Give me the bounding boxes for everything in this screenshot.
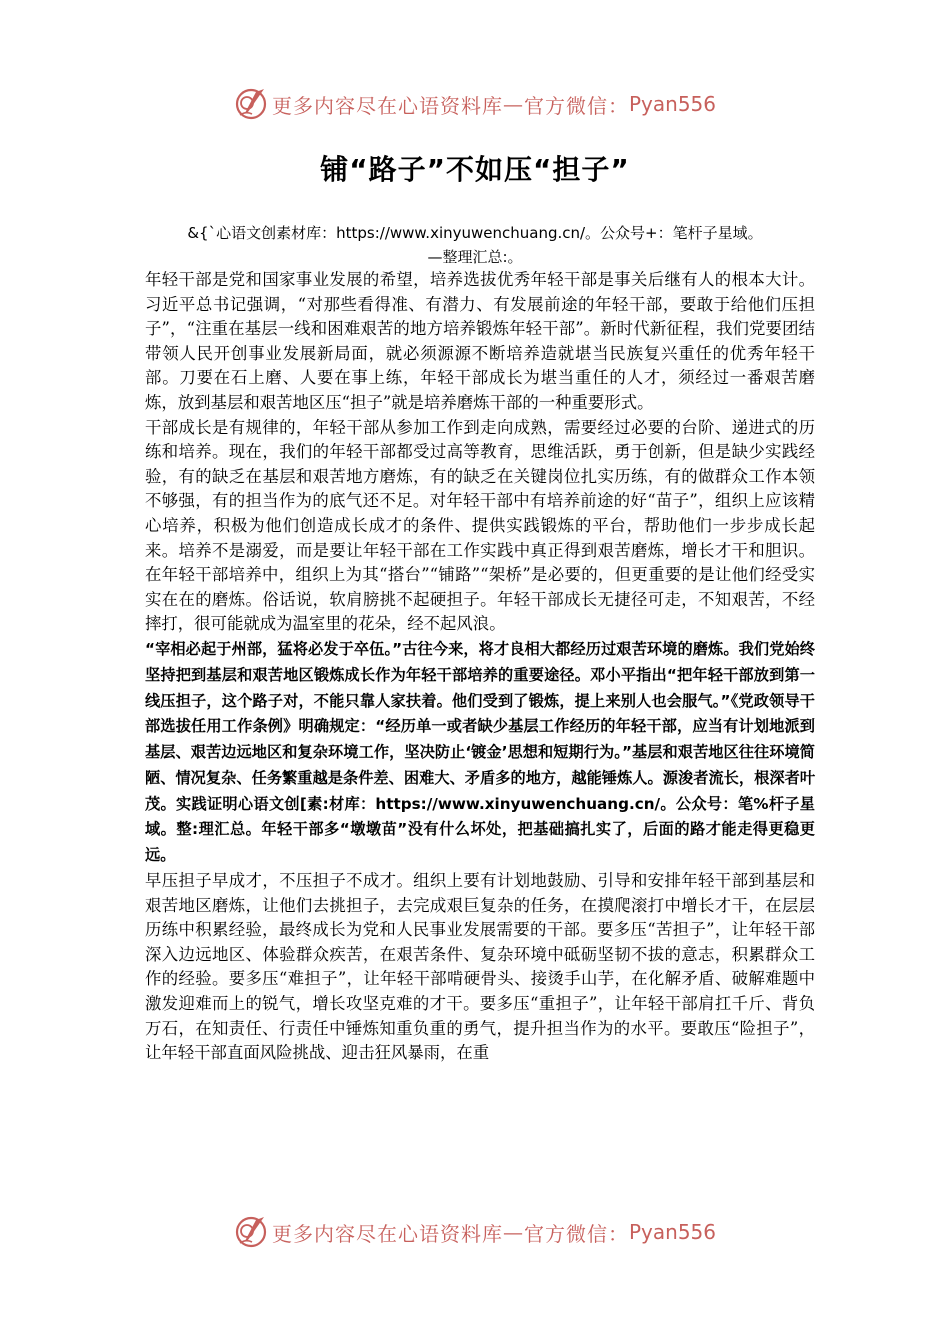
- footer-banner: [0, 1212, 950, 1252]
- banner-main-text: 更多内容尽在心语资料库: [271, 93, 503, 118]
- banner-label: 官方微信：: [523, 1221, 629, 1246]
- article-title: 铺“路子”不如压“担子”: [320, 153, 630, 186]
- banner-label: 官方微信：: [523, 93, 629, 118]
- banner-separator: —: [502, 92, 524, 116]
- article-body: [145, 268, 815, 1066]
- paragraph-3: “宰相必起于州部，猛将必发于卒伍。”古往今来，将才良相大都经历过艰苦环境的磨炼。我们党始终坚持把到基层和艰苦地区锻炼成长作为年轻干部培养的重要途径。邓小平指出“把年轻干部放到第一线压担子，这个路子对，不能只靠人家扶着。他们受到了锻炼，提上来别人也会服气。”《党政领导干部选拔任用工作条例》明确规定：“经历单一或者缺少基层工作经历的年轻干部，应当有计划地派到基层、艰苦边远地区和复杂环境工作，坚决防止‘镀金’思想和短期行为。”基层和艰苦地区往往环境简陋、情况复杂、任务繁重越是条件差、困难大、矛盾多的地方，越能锤炼人。源浚者流长，根深者叶茂。实践证明心语文创[素:材库：https://www.xinyuwenchuang.cn/。公众号：笔%杆子星域。整:理汇总。年轻干部多“墩墩苗”没有什么坏处，把基础搞扎实了，后面的路才能走得更稳更远。: [145, 639, 815, 865]
- banner-wechat-id: Pyan556: [628, 1220, 716, 1244]
- banner-separator: —: [502, 1220, 524, 1244]
- paragraph-4: 早压担子早成才，不压担子不成才。组织上要有计划地鼓励、引导和安排年轻干部到基层和艰苦地区磨炼，让他们去挑担子，去完成艰巨复杂的任务，在摸爬滚打中增长才干，在层层历练中积累经验，最终成长为党和人民事业发展需要的干部。要多压“苦担子”，让年轻干部深入边远地区、体验群众疾苦，在艰苦条件、复杂环境中砥砺坚韧不拔的意志，积累群众工作的经验。要多压“难担子”，让年轻干部啃硬骨头、接烫手山芋，在化解矛盾、破解难题中激发迎难而上的锐气，增长攻坚克难的才干。要多压“重担子”，让年轻干部肩扛千斤、背负万石，在知责任、行责任中锤炼知重负重的勇气，提升担当作为的水平。要敢压“险担子”，让年轻干部直面风险挑战、迎击狂风暴雨，在重: [145, 871, 815, 1063]
- source-line-1: &{`心语文创素材库：https://www.xinyuwenchuang.cn/。公众号+：笔杆子星域。: [187, 224, 763, 242]
- paragraph-1: 年轻干部是党和国家事业发展的希望，培养选拔优秀年轻干部是事关后继有人的根本大计。习近平总书记强调，“对那些看得准、有潜力、有发展前途的年轻干部，要敢于给他们压担子”，“注重在基层一线和困难艰苦的地方培养锻炼年轻干部”。新时代新征程，我们党要团结带领人民开创事业发展新局面，就必须源源不断培养造就堪当民族复兴重任的优秀年轻干部。刀要在石上磨、人要在事上练，年轻干部成长为堪当重任的人才，须经过一番艰苦磨炼，放到基层和艰苦地区压“担子”就是培养磨炼干部的一种重要形式。: [145, 270, 815, 412]
- header-banner: [0, 84, 950, 124]
- banner-wechat-id: Pyan556: [628, 92, 716, 116]
- pen-logo-icon: [234, 1215, 268, 1249]
- banner-main-text: 更多内容尽在心语资料库: [271, 1221, 503, 1246]
- pen-logo-icon: [234, 87, 268, 121]
- source-line-2: —整理汇总:。: [427, 248, 523, 266]
- paragraph-2: 干部成长是有规律的，年轻干部从参加工作到走向成熟，需要经过必要的台阶、递进式的历练和培养。现在，我们的年轻干部都受过高等教育，思维活跃，勇于创新，但是缺少实践经验，有的缺乏在基层和艰苦地方磨炼，有的缺乏在关键岗位扎实历练，有的做群众工作本领不够强，有的担当作为的底气还不足。对年轻干部中有培养前途的好“苗子”，组织上应该精心培养，积极为他们创造成长成才的条件、提供实践锻炼的平台，帮助他们一步步成长起来。培养不是溺爱，而是要让年轻干部在工作实践中真正得到艰苦磨炼，增长才干和胆识。在年轻干部培养中，组织上为其“搭台”“铺路”“架桥”是必要的，但更重要的是让他们经受实实在在的磨炼。俗话说，软肩膀挑不起硬担子。年轻干部成长无捷径可走，不知艰苦，不经摔打，很可能就成为温室里的花朵，经不起风浪。: [145, 417, 815, 634]
